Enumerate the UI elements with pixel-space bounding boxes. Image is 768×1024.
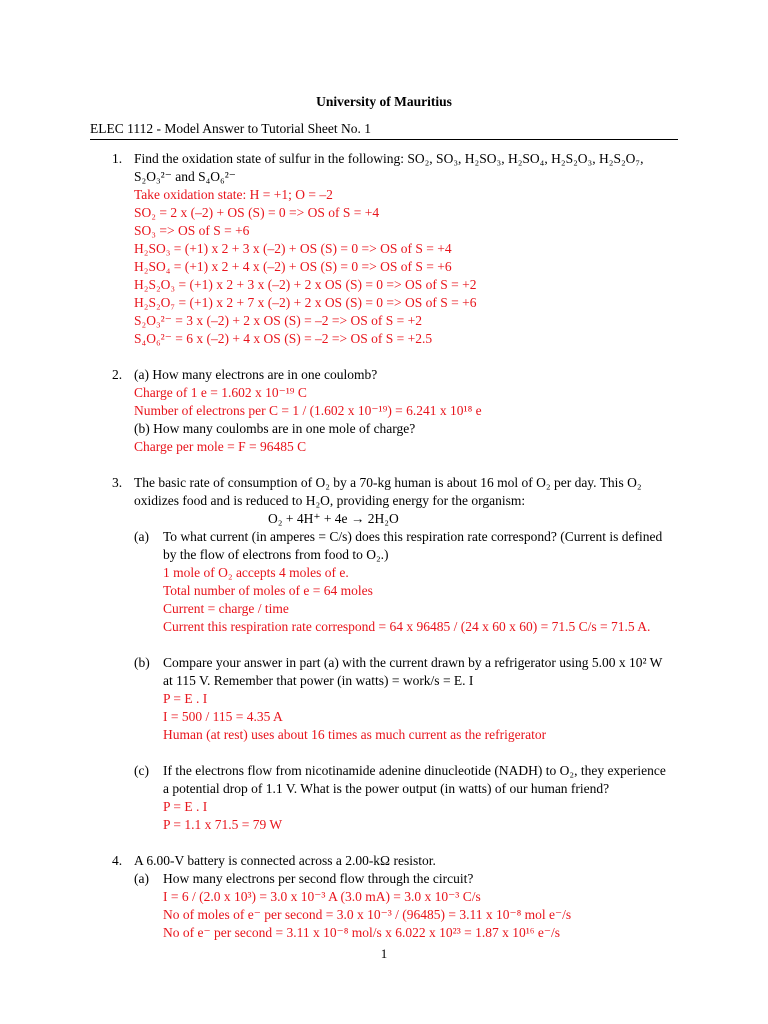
spacer bbox=[134, 636, 680, 654]
answer-line: I = 500 / 115 = 4.35 A bbox=[163, 709, 283, 724]
part-b bbox=[134, 654, 680, 744]
answer-line: No of moles of e⁻ per second = 3.0 x 10⁻³ / (96485) = 3.11 x 10⁻⁸ mol e⁻/s bbox=[163, 907, 572, 922]
part-label: (b) bbox=[134, 655, 150, 670]
answer-line: S₂O₃²⁻ = 3 x (–2) + 2 x OS (S) = –2 => OS of S = +2 bbox=[134, 313, 423, 328]
question-text: The basic rate of consumption of O₂ by a 70-kg human is about 16 mol of O₂ per day. This O₂ bbox=[134, 475, 642, 490]
question-number: 1. bbox=[112, 151, 123, 166]
answer-line: Charge of 1 e = 1.602 x 10⁻¹⁹ C bbox=[134, 385, 307, 400]
answer-line: H₂SO₄ = (+1) x 2 + 4 x (–2) + OS (S) = 0 => OS of S = +6 bbox=[134, 259, 452, 274]
answer-line: SO₃ => OS of S = +6 bbox=[134, 223, 250, 238]
answer-line: Charge per mole = F = 96485 C bbox=[134, 439, 307, 454]
answer-line: Human (at rest) uses about 16 times as much current as the refrigerator bbox=[163, 727, 547, 742]
answer-line: Number of electrons per C = 1 / (1.602 x 10⁻¹⁹) = 6.241 x 10¹⁸ e bbox=[134, 403, 482, 418]
part-label: (a) bbox=[134, 871, 149, 886]
answer-line: Total number of moles of e = 64 moles bbox=[163, 583, 373, 598]
question-number: 3. bbox=[112, 475, 123, 490]
part-text-cont: at 115 V. Remember that power (in watts) = work/s = E. I bbox=[163, 673, 474, 688]
question-1 bbox=[90, 150, 680, 348]
part-a bbox=[134, 870, 680, 942]
answer-line: H₂S₂O₇ = (+1) x 2 + 7 x (–2) + 2 x OS (S) = 0 => OS of S = +6 bbox=[134, 295, 477, 310]
question-number: 2. bbox=[112, 367, 123, 382]
answer-line: Current this respiration rate correspond = 64 x 96485 / (24 x 60 x 60) = 71.5 C/s = 71.5 A. bbox=[163, 619, 651, 634]
part-text: How many electrons per second flow through the circuit? bbox=[163, 871, 474, 886]
answer-line: Take oxidation state: H = +1; O = –2 bbox=[134, 187, 333, 202]
answer-line: P = 1.1 x 71.5 = 79 W bbox=[163, 817, 283, 832]
question-text-cont: S₂O₃²⁻ and S₄O₆²⁻ bbox=[134, 169, 236, 184]
answer-line: P = E . I bbox=[163, 799, 208, 814]
question-text: A 6.00-V battery is connected across a 2.00-kΩ resistor. bbox=[134, 853, 436, 868]
question-text-cont: oxidizes food and is reduced to H₂O, providing energy for the organism: bbox=[134, 493, 526, 508]
part-text: Compare your answer in part (a) with the current drawn by a refrigerator using 5.00 x 10² W bbox=[163, 655, 663, 670]
answer-line: No of e⁻ per second = 3.11 x 10⁻⁸ mol/s x 6.022 x 10²³ = 1.87 x 10¹⁶ e⁻/s bbox=[163, 925, 560, 940]
part-text-cont: by the flow of electrons from food to O₂.) bbox=[163, 547, 389, 562]
question-text: (a) How many electrons are in one coulomb? bbox=[134, 367, 378, 382]
reaction-equation: O₂ + 4H⁺ + 4e → 2H₂O bbox=[268, 511, 399, 526]
university-heading: University of Mauritius bbox=[316, 94, 452, 109]
question-number: 4. bbox=[112, 853, 123, 868]
answer-line: SO₂ = 2 x (–2) + OS (S) = 0 => OS of S = +4 bbox=[134, 205, 380, 220]
question-4 bbox=[90, 852, 680, 942]
spacer bbox=[90, 456, 680, 474]
spacer bbox=[90, 348, 680, 366]
sheet-title: ELEC 1112 - Model Answer to Tutorial Sheet No. 1 bbox=[90, 121, 371, 136]
part-label: (a) bbox=[134, 529, 149, 544]
answer-line: S₄O₆²⁻ = 6 x (–2) + 4 x OS (S) = –2 => OS of S = +2.5 bbox=[134, 331, 433, 346]
part-c bbox=[134, 762, 680, 834]
spacer bbox=[90, 834, 680, 852]
part-text: To what current (in amperes = C/s) does this respiration rate correspond? (Current is defined bbox=[163, 529, 663, 544]
part-text-cont: a potential drop of 1.1 V. What is the power output (in watts) of our human friend? bbox=[163, 781, 610, 796]
answer-line: H₂SO₃ = (+1) x 2 + 3 x (–2) + OS (S) = 0 => OS of S = +4 bbox=[134, 241, 452, 256]
answer-line: 1 mole of O₂ accepts 4 moles of e. bbox=[163, 565, 349, 580]
title-rule bbox=[90, 139, 678, 140]
document-body bbox=[90, 150, 680, 942]
answer-line: I = 6 / (2.0 x 10³) = 3.0 x 10⁻³ A (3.0 mA) = 3.0 x 10⁻³ C/s bbox=[163, 889, 481, 904]
page-number: 1 bbox=[380, 946, 388, 961]
part-text: If the electrons flow from nicotinamide adenine dinucleotide (NADH) to O₂, they experience bbox=[163, 763, 666, 778]
answer-line: Current = charge / time bbox=[163, 601, 289, 616]
question-3 bbox=[90, 474, 680, 834]
question-2 bbox=[90, 366, 680, 456]
part-label: (c) bbox=[134, 763, 149, 778]
question-text: (b) How many coulombs are in one mole of charge? bbox=[134, 421, 416, 436]
answer-line: H₂S₂O₃ = (+1) x 2 + 3 x (–2) + 2 x OS (S) = 0 => OS of S = +2 bbox=[134, 277, 477, 292]
question-text: Find the oxidation state of sulfur in the following: SO₂, SO₃, H₂SO₃, H₂SO₄, H₂S₂O₃, H₂S₂O₇, bbox=[134, 151, 644, 166]
spacer bbox=[134, 744, 680, 762]
part-a bbox=[134, 528, 680, 636]
answer-line: P = E . I bbox=[163, 691, 208, 706]
